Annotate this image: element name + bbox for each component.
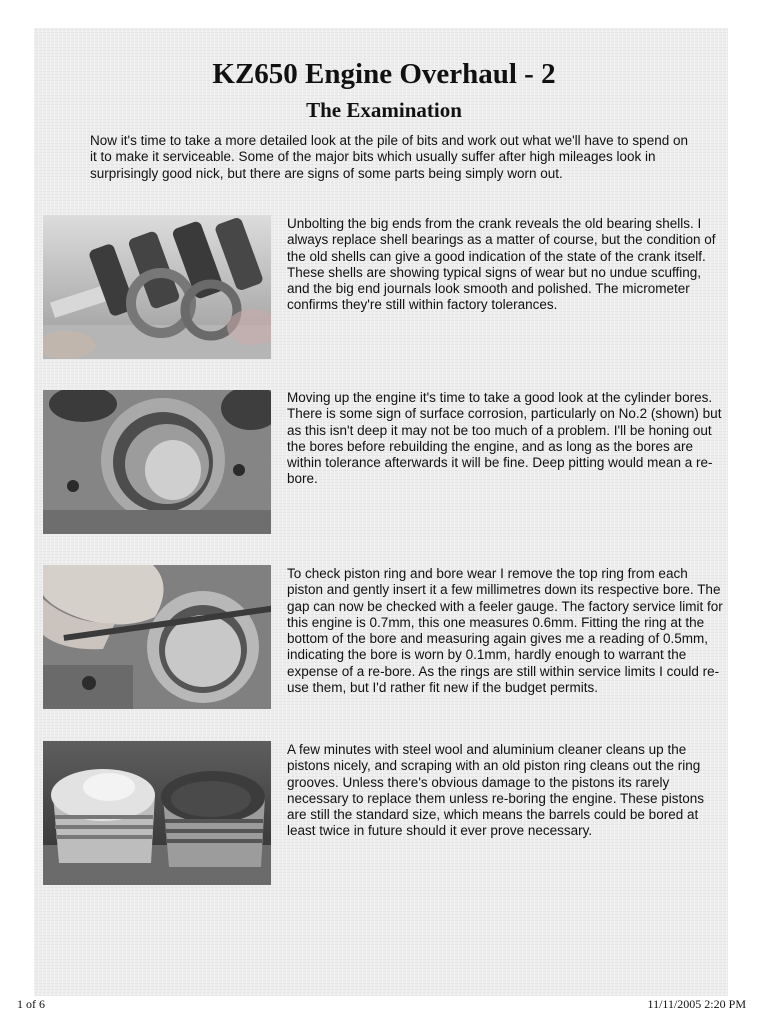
feeler-gauge-photo	[43, 565, 271, 709]
print-timestamp: 11/11/2005 2:20 PM	[647, 997, 746, 1011]
section-text: A few minutes with steel wool and aluminium cleaner cleans up the pistons nicely, and scraping with an old piston ring cleans out the ring grooves. Unless there's obvious damage to the pistons its rarely necessary to replace them unless re-boring the engine. These pistons are still the standard size, which means the barrels could be bored at least twice in future should it ever prove necessary.	[287, 742, 704, 839]
pistons-photo	[43, 741, 271, 885]
section-text: Unbolting the big ends from the crank reveals the old bearing shells. I always replace shell bearings as a matter of course, but the condition of the old shells can give a good indication of the state of the crank itself. These shells are showing typical signs of wear but no undue scuffing, and the big end journals look smooth and polished. The micrometer confirms they're still within factory tolerances.	[287, 216, 716, 313]
section-text: To check piston ring and bore wear I remove the top ring from each piston and gently insert it a few millimetres down its respective bore. The gap can now be checked with a feeler gauge. The factory service limit for this engine is 0.7mm, this one measures 0.6mm. Fitting the ring at the bottom of the bore and measuring again gives me a reading of 0.5mm, indicating the bore is worn by 0.1mm, hardly enough to warrant the expense of a re-bore. As the rings are still within service limits I could re-use them, but I'd rather fit new if the budget permits.	[287, 566, 723, 696]
section-text: Moving up the engine it's time to take a good look at the cylinder bores. There is some sign of surface corrosion, particularly on No.2 (shown) but as this isn't deep it may not be too much of a problem. I'll be honing out the bores before rebuilding the engine, and as long as the bores are within tolerance afterwards it will be fine. Deep pitting would mean a re-bore.	[287, 390, 722, 487]
cylinder-bore-photo	[43, 390, 271, 534]
crankshaft-photo	[43, 215, 271, 359]
intro-paragraph: Now it's time to take a more detailed look at the pile of bits and work out what we'll have to spend on it to make it serviceable. Some of the major bits which usually suffer after high mileages look in surprisingly good nick, but there are signs of some parts being simply worn out.	[90, 133, 688, 181]
page-title: KZ650 Engine Overhaul - 2	[212, 58, 556, 90]
page-subtitle: The Examination	[306, 98, 462, 122]
page-number: 1 of 6	[17, 997, 45, 1011]
